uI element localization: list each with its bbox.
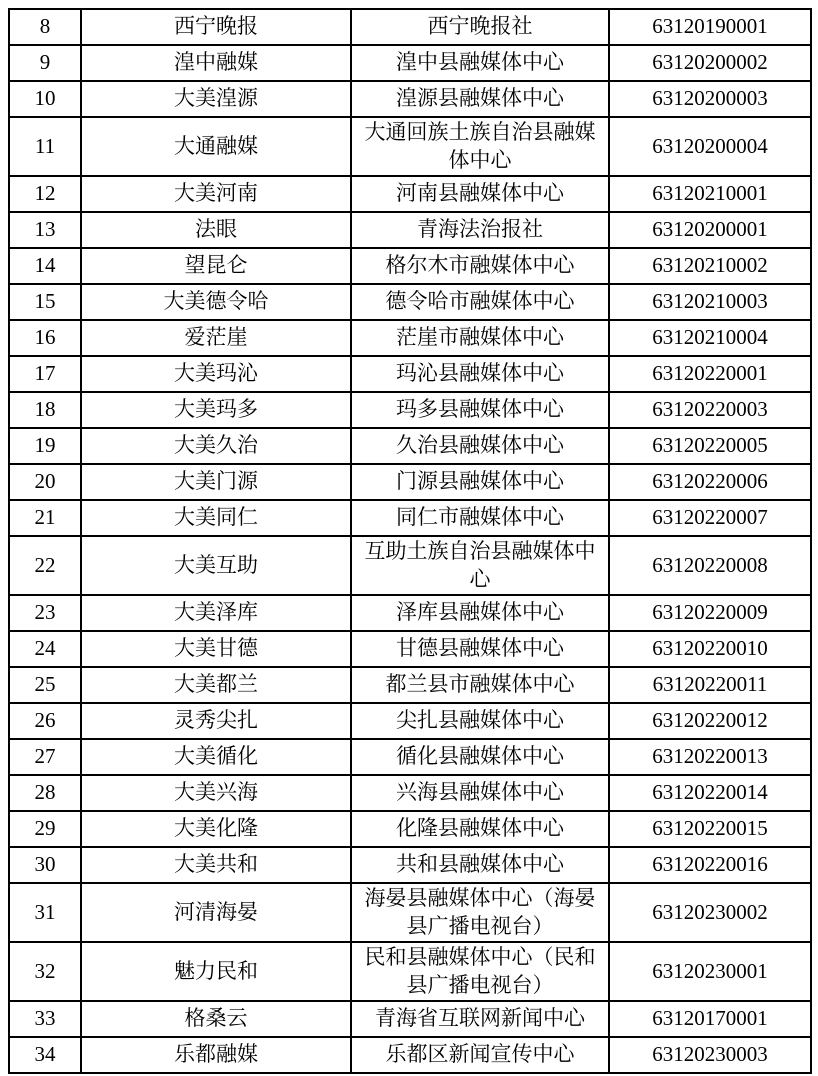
row-number-cell: 13	[9, 212, 81, 248]
app-name-cell: 大美都兰	[81, 667, 351, 703]
table-row	[9, 9, 811, 45]
row-number-cell: 29	[9, 811, 81, 847]
license-number-cell: 63120220008	[609, 536, 811, 595]
license-number-cell: 63120200004	[609, 117, 811, 176]
license-number-cell: 63120220010	[609, 631, 811, 667]
operator-name-cell: 格尔木市融媒体中心	[351, 248, 609, 284]
license-number-cell: 63120220015	[609, 811, 811, 847]
table-row	[9, 428, 811, 464]
row-number-cell: 19	[9, 428, 81, 464]
row-number-cell: 8	[9, 9, 81, 45]
license-number-cell: 63120220003	[609, 392, 811, 428]
row-number-cell: 18	[9, 392, 81, 428]
table-row	[9, 392, 811, 428]
operator-name-cell: 乐都区新闻宣传中心	[351, 1037, 609, 1073]
operator-name-cell: 久治县融媒体中心	[351, 428, 609, 464]
table-row	[9, 320, 811, 356]
row-number-cell: 28	[9, 775, 81, 811]
license-number-cell: 63120220011	[609, 667, 811, 703]
license-number-cell: 63120220014	[609, 775, 811, 811]
operator-name-cell: 共和县融媒体中心	[351, 847, 609, 883]
app-name-cell: 河清海晏	[81, 883, 351, 942]
row-number-cell: 23	[9, 595, 81, 631]
app-name-cell: 大美玛多	[81, 392, 351, 428]
row-number-cell: 31	[9, 883, 81, 942]
app-name-cell: 大美玛沁	[81, 356, 351, 392]
row-number-cell: 30	[9, 847, 81, 883]
operator-name-cell: 湟源县融媒体中心	[351, 81, 609, 117]
table-row	[9, 536, 811, 595]
table-row	[9, 595, 811, 631]
app-name-cell: 湟中融媒	[81, 45, 351, 81]
app-name-cell: 灵秀尖扎	[81, 703, 351, 739]
table-row	[9, 212, 811, 248]
table-row	[9, 117, 811, 176]
table-row	[9, 45, 811, 81]
operator-name-cell: 青海法治报社	[351, 212, 609, 248]
operator-name-cell: 玛多县融媒体中心	[351, 392, 609, 428]
app-name-cell: 格桑云	[81, 1001, 351, 1037]
license-number-cell: 63120170001	[609, 1001, 811, 1037]
table-row	[9, 775, 811, 811]
app-name-cell: 大美兴海	[81, 775, 351, 811]
operator-name-cell: 都兰县市融媒体中心	[351, 667, 609, 703]
app-name-cell: 大美河南	[81, 176, 351, 212]
table-row	[9, 1037, 811, 1073]
app-name-cell: 大美甘德	[81, 631, 351, 667]
app-name-cell: 大美同仁	[81, 500, 351, 536]
app-name-cell: 乐都融媒	[81, 1037, 351, 1073]
app-name-cell: 大美久治	[81, 428, 351, 464]
row-number-cell: 14	[9, 248, 81, 284]
table-row	[9, 1001, 811, 1037]
row-number-cell: 26	[9, 703, 81, 739]
app-name-cell: 魅力民和	[81, 942, 351, 1001]
table-row	[9, 847, 811, 883]
table-row	[9, 883, 811, 942]
operator-name-cell: 循化县融媒体中心	[351, 739, 609, 775]
app-name-cell: 爱茫崖	[81, 320, 351, 356]
operator-name-cell: 茫崖市融媒体中心	[351, 320, 609, 356]
row-number-cell: 27	[9, 739, 81, 775]
operator-name-cell: 同仁市融媒体中心	[351, 500, 609, 536]
operator-name-cell: 民和县融媒体中心（民和县广播电视台）	[351, 942, 609, 1001]
row-number-cell: 25	[9, 667, 81, 703]
row-number-cell: 15	[9, 284, 81, 320]
license-number-cell: 63120200001	[609, 212, 811, 248]
license-number-cell: 63120220005	[609, 428, 811, 464]
row-number-cell: 9	[9, 45, 81, 81]
operator-name-cell: 化隆县融媒体中心	[351, 811, 609, 847]
row-number-cell: 16	[9, 320, 81, 356]
app-name-cell: 大美门源	[81, 464, 351, 500]
operator-name-cell: 大通回族土族自治县融媒体中心	[351, 117, 609, 176]
row-number-cell: 34	[9, 1037, 81, 1073]
table-row	[9, 356, 811, 392]
license-number-cell: 63120220016	[609, 847, 811, 883]
app-name-cell: 大美德令哈	[81, 284, 351, 320]
row-number-cell: 20	[9, 464, 81, 500]
table-row	[9, 248, 811, 284]
table-row	[9, 284, 811, 320]
row-number-cell: 12	[9, 176, 81, 212]
row-number-cell: 32	[9, 942, 81, 1001]
row-number-cell: 24	[9, 631, 81, 667]
app-name-cell: 望昆仑	[81, 248, 351, 284]
license-number-cell: 63120230002	[609, 883, 811, 942]
license-number-cell: 63120220012	[609, 703, 811, 739]
row-number-cell: 22	[9, 536, 81, 595]
table-row	[9, 739, 811, 775]
table-row	[9, 703, 811, 739]
row-number-cell: 10	[9, 81, 81, 117]
operator-name-cell: 互助土族自治县融媒体中心	[351, 536, 609, 595]
row-number-cell: 11	[9, 117, 81, 176]
operator-name-cell: 河南县融媒体中心	[351, 176, 609, 212]
operator-name-cell: 兴海县融媒体中心	[351, 775, 609, 811]
operator-name-cell: 湟中县融媒体中心	[351, 45, 609, 81]
row-number-cell: 33	[9, 1001, 81, 1037]
license-number-cell: 63120200002	[609, 45, 811, 81]
license-number-cell: 63120220009	[609, 595, 811, 631]
table-row	[9, 811, 811, 847]
license-number-cell: 63120220006	[609, 464, 811, 500]
operator-name-cell: 西宁晚报社	[351, 9, 609, 45]
row-number-cell: 17	[9, 356, 81, 392]
table-row	[9, 942, 811, 1001]
app-name-cell: 大美循化	[81, 739, 351, 775]
operator-name-cell: 尖扎县融媒体中心	[351, 703, 609, 739]
app-name-cell: 大美泽库	[81, 595, 351, 631]
license-number-cell: 63120210003	[609, 284, 811, 320]
operator-name-cell: 海晏县融媒体中心（海晏县广播电视台）	[351, 883, 609, 942]
license-number-cell: 63120210002	[609, 248, 811, 284]
table-row	[9, 631, 811, 667]
license-number-cell: 63120190001	[609, 9, 811, 45]
license-table-body	[9, 9, 811, 1073]
license-number-cell: 63120200003	[609, 81, 811, 117]
operator-name-cell: 甘德县融媒体中心	[351, 631, 609, 667]
operator-name-cell: 青海省互联网新闻中心	[351, 1001, 609, 1037]
license-number-cell: 63120230003	[609, 1037, 811, 1073]
license-number-cell: 63120220001	[609, 356, 811, 392]
table-row	[9, 81, 811, 117]
license-number-cell: 63120230001	[609, 942, 811, 1001]
app-name-cell: 大美共和	[81, 847, 351, 883]
table-row	[9, 667, 811, 703]
app-name-cell: 大通融媒	[81, 117, 351, 176]
operator-name-cell: 门源县融媒体中心	[351, 464, 609, 500]
table-row	[9, 464, 811, 500]
app-name-cell: 大美化隆	[81, 811, 351, 847]
app-name-cell: 西宁晚报	[81, 9, 351, 45]
row-number-cell: 21	[9, 500, 81, 536]
table-row	[9, 176, 811, 212]
operator-name-cell: 玛沁县融媒体中心	[351, 356, 609, 392]
operator-name-cell: 德令哈市融媒体中心	[351, 284, 609, 320]
license-number-cell: 63120220007	[609, 500, 811, 536]
app-name-cell: 大美互助	[81, 536, 351, 595]
app-name-cell: 大美湟源	[81, 81, 351, 117]
table-row	[9, 500, 811, 536]
media-license-table	[8, 8, 812, 1074]
license-number-cell: 63120220013	[609, 739, 811, 775]
license-number-cell: 63120210004	[609, 320, 811, 356]
license-number-cell: 63120210001	[609, 176, 811, 212]
app-name-cell: 法眼	[81, 212, 351, 248]
operator-name-cell: 泽库县融媒体中心	[351, 595, 609, 631]
